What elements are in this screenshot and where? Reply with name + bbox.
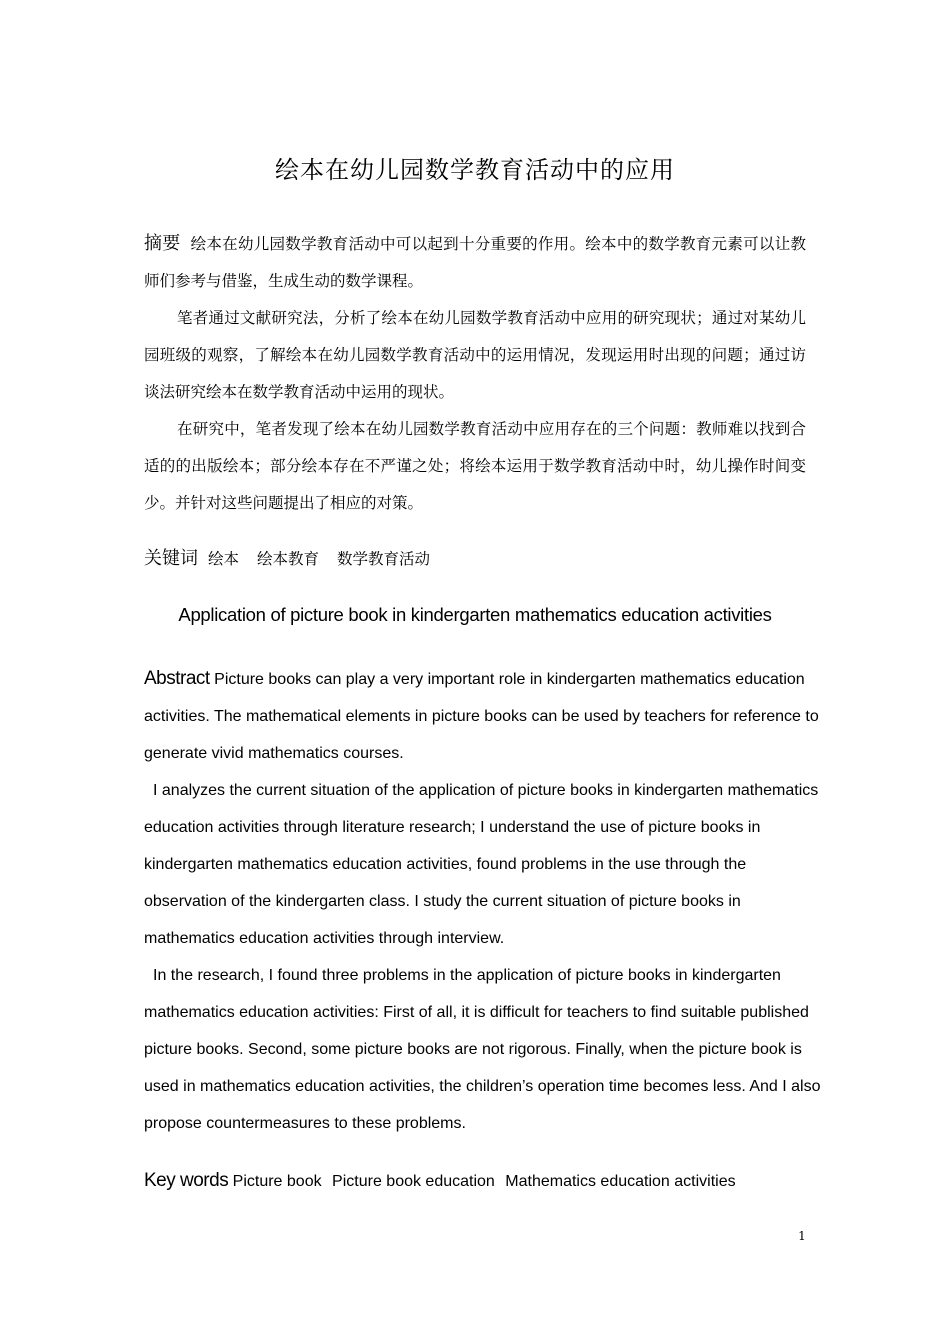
english-abstract-paragraph-3: In the research, I found three problems in the application of picture books in kindergarten mathematics education activities: First of all, it is difficult for teachers to find suitable published picture books. Second, some picture books are not rigorous. Finally, when the picture book is used in mathematics education activities, the children’s operation time becomes less. And I also propose countermeasures to these problems. [144,967,821,1132]
chinese-abstract-section [144,225,806,522]
english-abstract-label: Abstract [144,668,210,689]
chinese-abstract-label: 摘要 [144,233,181,254]
chinese-keyword: 数学教育活动 [337,550,431,568]
chinese-abstract-paragraph-1 [144,225,806,300]
english-abstract-section [144,660,824,1142]
english-keywords-label: Key words [144,1170,229,1191]
page-number: 1 [798,1229,806,1243]
english-keywords [144,1162,824,1200]
chinese-abstract-paragraph-2: 笔者通过文献研究法，分析了绘本在幼儿园数学教育活动中应用的研究现状；通过对某幼儿园班级的观察，了解绘本在幼儿园数学教育活动中的运用情况，发现运用时出现的问题；通过访谈法研究绘本在数学教育活动中运用的现状。 [144,309,806,401]
english-keyword: Picture book [232,1173,322,1190]
english-abstract-text-1: Picture books can play a very important role in kindergarten mathematics education activities. The mathematical elements in picture books can be used by teachers for reference to generate vivid mathematics courses. [144,671,819,762]
english-abstract-paragraph-1 [144,660,824,772]
chinese-abstract-text-1: 绘本在幼儿园数学教育活动中可以起到十分重要的作用。绘本中的数学教育元素可以让教师们参考与借鉴，生成生动的数学课程。 [144,235,806,290]
chinese-abstract-paragraph-3: 在研究中，笔者发现了绘本在幼儿园数学教育活动中应用存在的三个问题：教师难以找到合适的的出版绘本；部分绘本存在不严谨之处；将绘本运用于数学教育活动中时，幼儿操作时间变少。并针对这些问题提出了相应的对策。 [144,420,806,512]
chinese-keywords-label: 关键词 [144,548,198,569]
english-abstract-paragraph-2: I analyzes the current situation of the application of picture books in kindergarten mathematics education activities through literature research; I understand the use of picture books in kindergarten mathematics education activities, found problems in the use through the observation of the kindergarten class. I study the current situation of picture books in mathematics education activities through interview. [144,782,819,947]
english-keyword: Picture book education [332,1173,495,1190]
english-title: Application of picture book in kindergarten mathematics education activities [178,604,772,625]
chinese-keyword: 绘本 [208,550,240,568]
chinese-keyword: 绘本教育 [257,550,320,568]
english-keyword: Mathematics education activities [505,1173,736,1190]
chinese-title: 绘本在幼儿园数学教育活动中的应用 [275,156,675,184]
chinese-keywords [144,540,806,578]
